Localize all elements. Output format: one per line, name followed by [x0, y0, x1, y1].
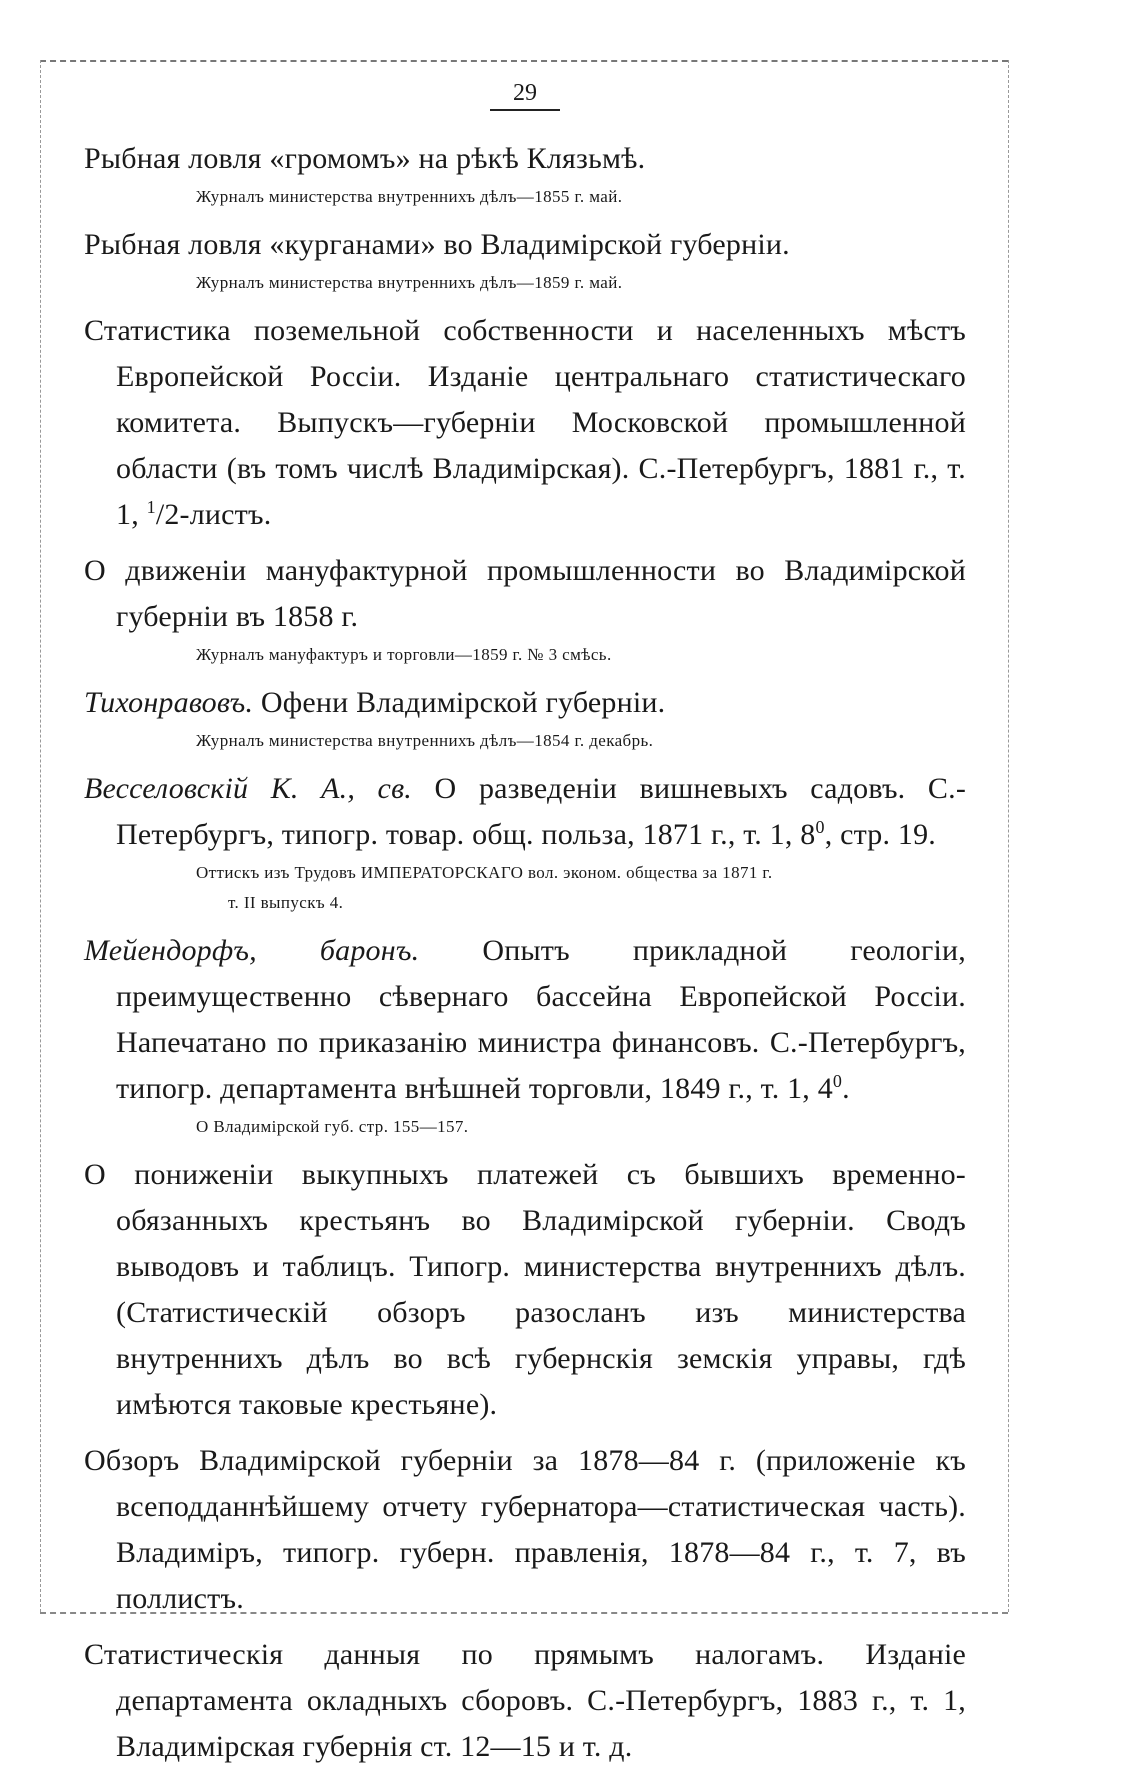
page-frame-right: [1008, 60, 1009, 1612]
page-frame-left: [40, 60, 41, 1612]
entry-title: О разведеніи вишневыхъ садовъ. С.-Петербургъ, типогр. товар. общ. польза, 1871 г., т. 1, 8: [116, 772, 967, 851]
bibliography-entry: [84, 1152, 966, 1428]
entry-text: О движеніи мануфактурной промышленности во Владимірской губерніи въ 1858 г.: [84, 554, 966, 633]
entry-text: Статистическія данныя по прямымъ налогамъ. Изданіе департамента окладныхъ сборовъ. С.-Петербургъ, 1883 г., т. 1, Владимірская губернія ст. 12—15 и т. д.: [84, 1638, 966, 1763]
entry-text-tail: .: [842, 1072, 850, 1105]
entry-note-line: т. II выпускъ 4.: [228, 893, 344, 912]
bibliography-entry: [84, 222, 966, 298]
entry-note: Журналъ министерства внутреннихъ дѣлъ—1854 г. декабрь.: [196, 731, 654, 750]
entry-text: Обзоръ Владимірской губерніи за 1878—84 г. (приложеніе къ всеподданнѣйшему отчету губернатора—статистическая часть). Владиміръ, типогр. губерн. правленія, 1878—84 г., т. 7, въ поллистъ.: [84, 1444, 966, 1615]
entry-text: Рыбная ловля «громомъ» на рѣкѣ Клязьмѣ.: [84, 142, 646, 175]
entry-note: Журналъ мануфактуръ и торговли—1859 г. № 3 смѣсь.: [196, 645, 612, 664]
format-superscript: 0: [832, 1071, 843, 1091]
page-frame-top: [40, 60, 1008, 62]
entry-note-line: Оттискъ изъ Трудовъ ИМПЕРАТОРСКАГО вол. эконом. общества за 1871 г.: [196, 863, 773, 882]
bibliography-list: [84, 136, 966, 1780]
entry-text-tail: /2-листъ.: [155, 498, 272, 531]
bibliography-entry: [84, 1632, 966, 1770]
bibliography-entry: [84, 766, 966, 918]
entry-text: О пониженіи выкупныхъ платежей съ бывшихъ временно-обязанныхъ крестьянъ во Владимірской губерніи. Сводъ выводовъ и таблицъ. Типогр. министерства внутреннихъ дѣлъ. (Статистическій обзоръ разосланъ изъ министерства внутреннихъ дѣлъ во всѣ губернскія земскія управы, гдѣ имѣются таковые крестьяне).: [84, 1158, 966, 1421]
entry-text: [84, 308, 966, 538]
bibliography-entry: [84, 548, 966, 670]
entry-title: Опытъ прикладной геологіи, преимущественно сѣвернаго бассейна Европейской Россіи. Напечатано по приказанію министра финансовъ. С.-Петербургъ, типогр. департамента внѣшней торговли, 1849 г., т. 1, 4: [116, 934, 967, 1105]
entry-author: Мейендорфъ, баронъ.: [84, 934, 420, 967]
bibliography-entry: [84, 1438, 966, 1622]
bibliography-entry: [84, 308, 966, 538]
entry-text-tail: , стр. 19.: [824, 818, 936, 851]
bibliography-entry: [84, 928, 966, 1142]
entry-text: Рыбная ловля «курганами» во Владимірской губерніи.: [84, 228, 790, 261]
entry-note: [84, 858, 966, 918]
format-superscript: 0: [815, 817, 825, 837]
entry-note: Журналъ министерства внутреннихъ дѣлъ—1855 г. май.: [196, 187, 623, 206]
entry-author: Тихонравовъ.: [84, 686, 254, 719]
entry-title: Офени Владимірской губерніи.: [260, 686, 666, 719]
entry-text-body: Статистика поземельной собственности и населенныхъ мѣстъ Европейской Россіи. Изданіе центральнаго статистическаго комитета. Выпускъ—губерніи Московской промышленной области (въ томъ числѣ Владимірская). С.-Петербургъ, 1881 г., т. 1,: [84, 314, 966, 531]
entry-author: Весселовскій К. А., св.: [84, 772, 412, 805]
bibliography-entry: [84, 136, 966, 212]
page-number: 29: [490, 80, 560, 111]
entry-text: [84, 928, 966, 1112]
fraction-numerator: 1: [146, 497, 156, 517]
entry-note: О Владимірской губ. стр. 155—157.: [196, 1117, 469, 1136]
entry-text: [84, 680, 966, 726]
bibliography-entry: [84, 680, 966, 756]
entry-text: [84, 766, 966, 858]
entry-note: Журналъ министерства внутреннихъ дѣлъ—1859 г. май.: [196, 273, 623, 292]
